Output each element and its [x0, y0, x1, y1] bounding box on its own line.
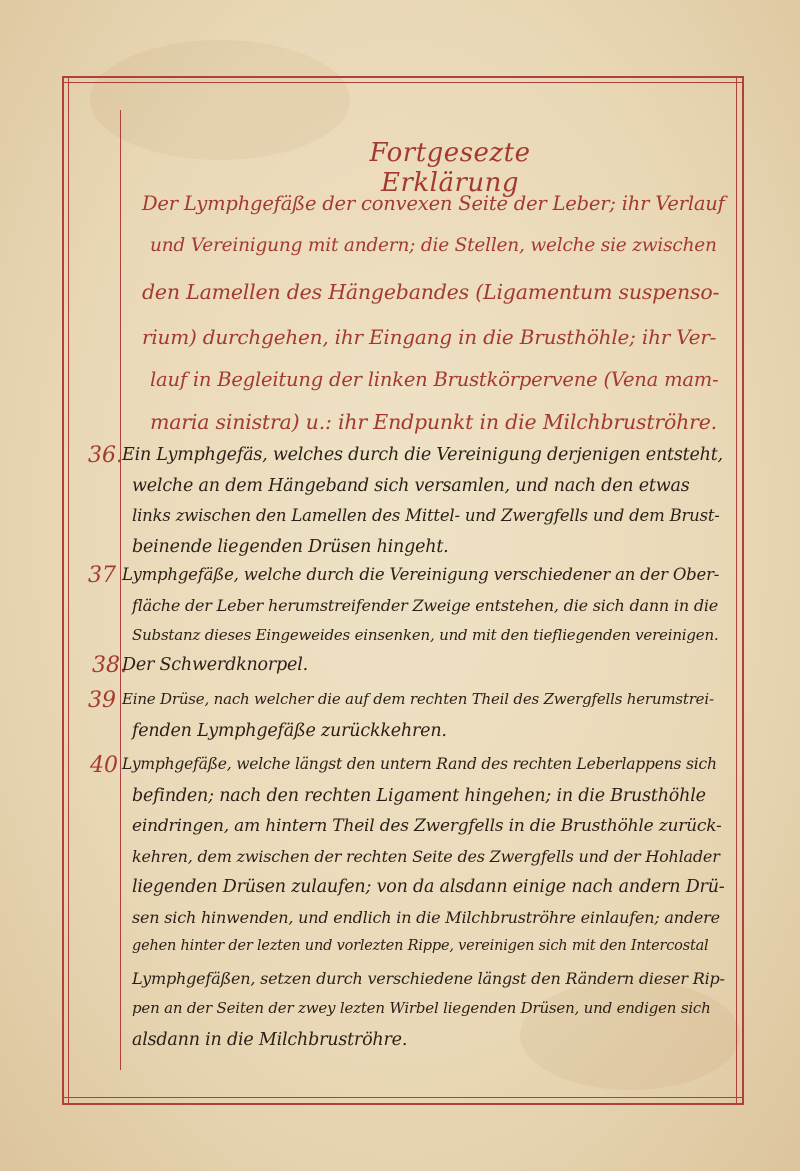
entry-text-line: Lymphgefäße, welche längst den untern Rand des rechten Leberlappens sich — [122, 755, 717, 773]
entry-number: 37 — [88, 563, 116, 588]
heading-line: den Lamellen des Hängebandes (Ligamentum suspenso- — [142, 280, 720, 304]
frame-bottom-rule — [62, 1103, 744, 1105]
entry-number: 39 — [88, 688, 116, 713]
entry-text-line: eindringen, am hintern Theil des Zwergfells in die Brusthöhle zurück- — [132, 816, 722, 836]
entry-text-line: kehren, dem zwischen der rechten Seite des Zwergfells und der Hohlader — [132, 846, 720, 866]
entry-text-line: sen sich hinwenden, und endlich in die Milchbruströhre einlaufen; andere — [132, 907, 720, 927]
entry-text-line: Substanz dieses Eingeweides einsenken, und mit den tiefliegenden vereinigen. — [132, 626, 719, 644]
frame-left-rule-inner — [68, 76, 69, 1105]
margin-rule — [120, 110, 121, 1070]
heading-line: rium) durchgehen, ihr Eingang in die Brusthöhle; ihr Ver- — [142, 325, 717, 349]
frame-right-rule-inner — [736, 76, 737, 1105]
entry-text-line: befinden; nach den rechten Ligament hingehen; in die Brusthöhle — [132, 785, 706, 806]
heading-line: maria sinistra) u.: ihr Endpunkt in die Milchbruströhre. — [150, 410, 717, 434]
entry-text-line: fläche der Leber herumstreifender Zweige entstehen, die sich dann in die — [132, 595, 719, 615]
entry-number: 36. — [88, 443, 123, 468]
entry-text-line: pen an der Seiten der zwey lezten Wirbel liegenden Drüsen, und endigen sich — [132, 999, 711, 1017]
entry-text-line: alsdann in die Milchbruströhre. — [132, 1029, 408, 1050]
heading-line: Der Lymphgefäße der convexen Seite der Leber; ihr Verlauf — [142, 192, 725, 215]
entry-text-line: beinende liegenden Drüsen hingeht. — [132, 536, 449, 557]
entry-text-line: Ein Lymphgefäs, welches durch die Vereinigung derjenigen entsteht, — [122, 445, 723, 465]
entry-text-line: welche an dem Hängeband sich versamlen, und nach den etwas — [132, 475, 690, 496]
frame-left-rule — [62, 76, 64, 1105]
entry-text-line: gehen hinter der lezten und vorlezten Rippe, vereinigen sich mit den Intercostal — [132, 938, 709, 954]
frame-right-rule — [742, 76, 744, 1105]
entry-text-line: liegenden Drüsen zulaufen; von da alsdann einige nach andern Drü- — [132, 877, 725, 897]
entry-text-line: links zwischen den Lamellen des Mittel- und Zwergfells und dem Brust- — [132, 506, 720, 525]
heading-line: lauf in Begleitung der linken Brustkörpervene (Vena mam- — [150, 368, 719, 391]
page-title: Fortgesezte Erklärung — [369, 138, 531, 198]
entry-text-line: Lymphgefäßen, setzen durch verschiedene längst den Rändern dieser Rip- — [132, 968, 725, 988]
heading-line: und Vereinigung mit andern; die Stellen, welche sie zwischen — [150, 235, 717, 256]
entry-number: 40 — [90, 753, 118, 778]
frame-top-rule — [62, 76, 744, 78]
entry-text-line: Eine Drüse, nach welcher die auf dem rechten Theil des Zwergfells herumstrei- — [122, 690, 714, 708]
entry-text-line: Der Schwerdknorpel. — [122, 655, 308, 675]
entry-text-line: fenden Lymphgefäße zurückkehren. — [132, 720, 447, 741]
frame-bottom-rule-inner — [62, 1097, 744, 1098]
entry-text-line: Lymphgefäße, welche durch die Vereinigung verschiedener an der Ober- — [122, 565, 720, 584]
entry-number: 38. — [92, 653, 127, 678]
paper-stain — [520, 980, 740, 1090]
frame-top-rule-inner — [62, 82, 744, 83]
